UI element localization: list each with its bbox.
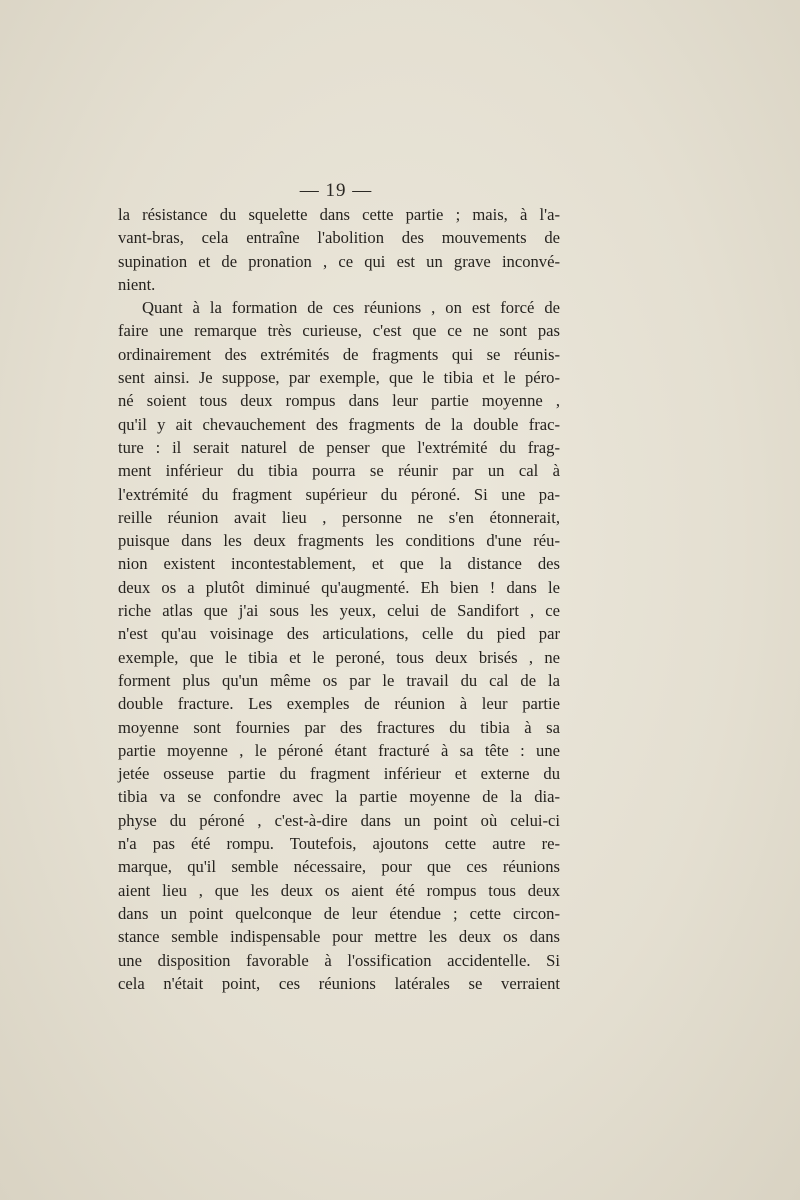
text-line: né soient tous deux rompus dans leur partie moyenne , bbox=[118, 391, 560, 411]
text-line: moyenne sont fournies par des fractures du tibia à sa bbox=[118, 717, 560, 737]
text-line: forment plus qu'un même os par le travail du cal de la bbox=[118, 670, 560, 690]
text-line: reille réunion avait lieu , personne ne s'en étonnerait, bbox=[118, 507, 560, 527]
text-line: la résistance du squelette dans cette partie ; mais, à l'a- bbox=[118, 205, 560, 224]
text-line: l'extrémité du fragment supérieur du péroné. Si une pa- bbox=[118, 484, 560, 504]
text-line: supination et de pronation , ce qui est un grave inconvé- bbox=[118, 251, 560, 271]
text-line: dans un point quelconque de leur étendue ; cette circon- bbox=[118, 903, 560, 923]
text-line: jetée osseuse partie du fragment inférieur et externe du bbox=[118, 764, 560, 784]
text-line: double fracture. Les exemples de réunion à leur partie bbox=[118, 694, 560, 714]
text-line: riche atlas que j'ai sous les yeux, celui de Sandifort , ce bbox=[118, 601, 560, 621]
page-number: — 19 — bbox=[299, 180, 373, 201]
text-line: physe du péroné , c'est-à-dire dans un point où celui-ci bbox=[118, 810, 560, 830]
text-line: nion existent incontestablement, et que la distance des bbox=[118, 554, 560, 574]
text-line: nient. bbox=[118, 274, 156, 294]
text-line: ment inférieur du tibia pourra se réunir par un cal à bbox=[118, 461, 560, 481]
text-line: faire une remarque très curieuse, c'est que ce ne sont pas bbox=[118, 321, 560, 341]
text-line: vant-bras, cela entraîne l'abolition des mouvements de bbox=[118, 228, 560, 248]
text-line: sent ainsi. Je suppose, par exemple, que le tibia et le péro- bbox=[118, 368, 560, 388]
text-line: n'a pas été rompu. Toutefois, ajoutons cette autre re- bbox=[118, 834, 560, 854]
text-line: tibia va se confondre avec la partie moyenne de la dia- bbox=[118, 787, 560, 807]
text-line: ture : il serait naturel de penser que l'extrémité du frag- bbox=[118, 437, 560, 457]
text-line: Quant à la formation de ces réunions , on est forcé de bbox=[142, 298, 560, 318]
text-line: exemple, que le tibia et le peroné, tous deux brisés , ne bbox=[118, 647, 560, 667]
text-line: puisque dans les deux fragments les conditions d'une réu- bbox=[118, 531, 560, 551]
text-line: deux os a plutôt diminué qu'augmenté. Eh bien ! dans le bbox=[118, 577, 560, 597]
text-line: stance semble indispensable pour mettre les deux os dans bbox=[118, 927, 560, 947]
text-line: une disposition favorable à l'ossification accidentelle. Si bbox=[118, 950, 560, 970]
text-line: n'est qu'au voisinage des articulations, celle du pied par bbox=[118, 624, 560, 644]
text-line: aient lieu , que les deux os aient été rompus tous deux bbox=[118, 880, 560, 900]
text-line: partie moyenne , le péroné étant fracturé à sa tête : une bbox=[118, 740, 560, 760]
text-line: ordinairement des extrémités de fragments qui se réunis- bbox=[118, 344, 560, 364]
text-line: cela n'était point, ces réunions latérales se verraient bbox=[118, 973, 560, 993]
text-line: marque, qu'il semble nécessaire, pour que ces réunions bbox=[118, 857, 560, 877]
text-line: qu'il y ait chevauchement des fragments de la double frac- bbox=[118, 414, 560, 434]
body-text bbox=[118, 203, 560, 995]
